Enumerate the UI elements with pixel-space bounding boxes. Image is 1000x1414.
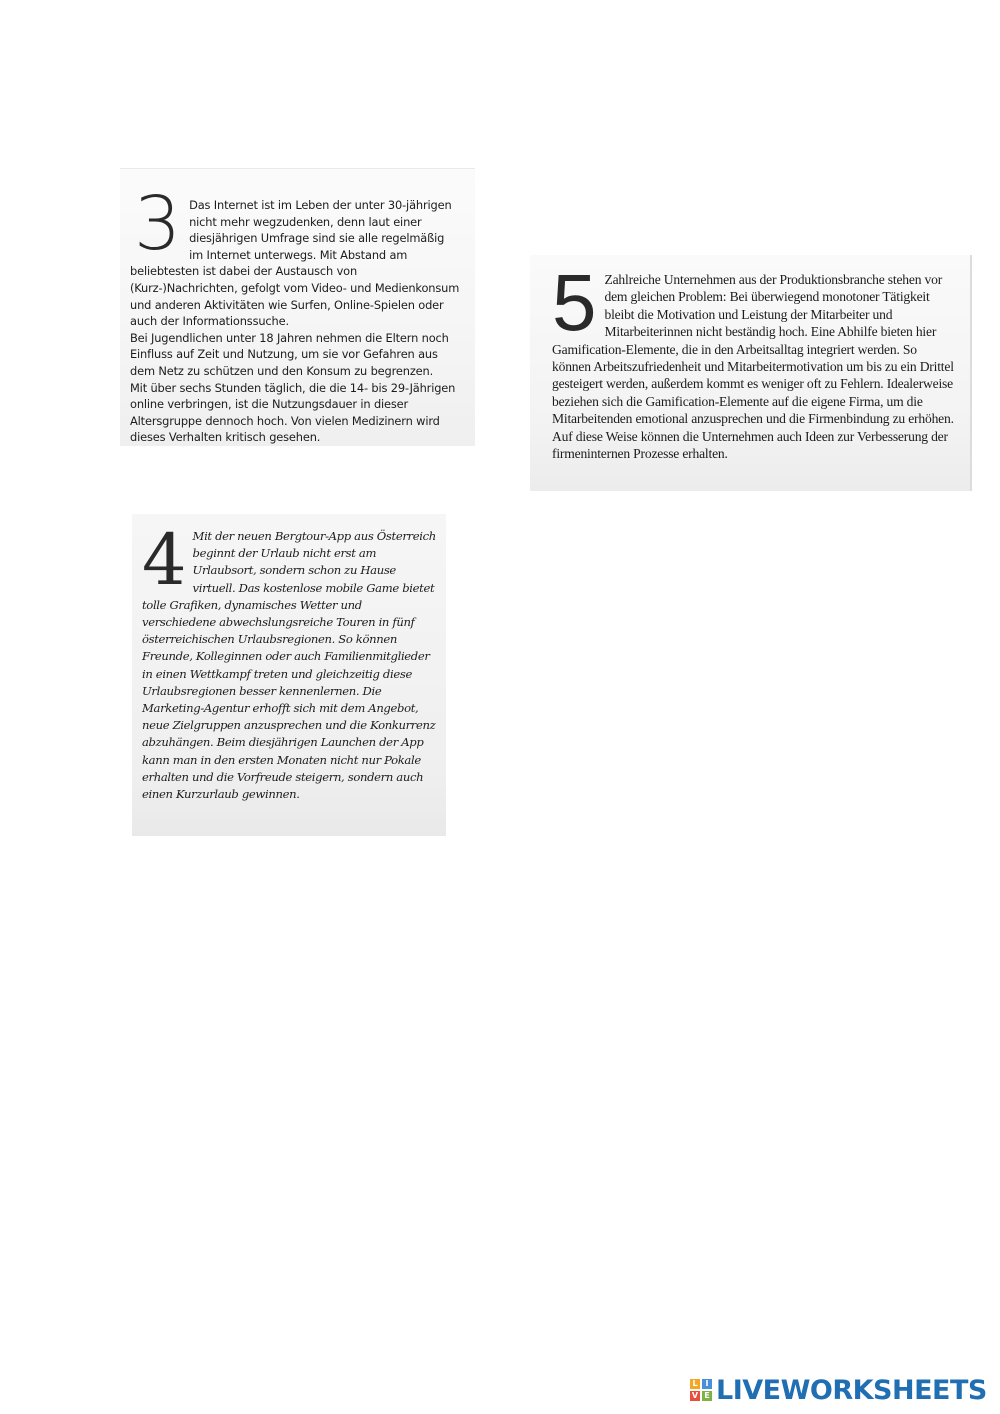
logo-mark-letter: V	[691, 1391, 699, 1400]
logo-mark-letter: I	[702, 1379, 712, 1389]
logo-mark-letter: L	[690, 1379, 700, 1389]
logo-text: LIVEWORKSHEETS	[716, 1374, 987, 1406]
number-5-dropcap: 5	[552, 258, 597, 347]
article-clipping-4	[132, 514, 446, 836]
article-5-paragraph: Zahlreiche Unternehmen aus der Produktionsbranche stehen vor dem gleichen Problem: Bei überwiegend monotoner Tätigkeit bleibt die Motivation und Leistung der Mitarbeiter und Mitarbeiterinnen nicht beständig hoch. Eine Abhilfe bieten hier Gamification-Elemente, die in den Arbeitsalltag integriert werden. So können Arbeitszufriedenheit und Mitarbeitermotivation um bis zu ein Drittel gesteigert werden, außerdem kommt es weniger oft zu Fehlern. Idealerweise beziehen sich die Gamification-Elemente auf die eigene Firma, um die Mitarbeitenden emotional anzusprechen und die Firmenbindung zu erhöhen. Auf diese Weise können die Unternehmen auch Ideen zur Verbesserung der firmeninternen Prozesse erhalten.	[552, 272, 954, 462]
article-3-paragraph-3: Mit über sechs Stunden täglich, die die 14- bis 29-Jährigen online verbringen, ist die Nutzungsdauer in dieser Altersgruppe dennoch hoch. Von vielen Medizinern wird dieses Verhalten kritisch gesehen.	[130, 380, 456, 445]
number-3-dropcap: 3	[134, 181, 182, 267]
logo-mark-letter: E	[702, 1391, 712, 1401]
liveworksheets-logo	[690, 1372, 987, 1408]
article-3-paragraph-1: Das Internet ist im Leben der unter 30-jährigen nicht mehr wegzudenken, denn laut einer diesjährigen Umfrage sind sie alle regelmäßig im Internet unterwegs. Mit Abstand am beliebtesten ist dabei der Austausch von (Kurz-)Nachrichten, gefolgt vom Video- und Medienkonsum und anderen Aktivitäten wie Surfen, Online-Spielen oder auch der Informationssuche.	[130, 198, 460, 329]
article-4-paragraph: Mit der neuen Bergtour-App aus Österreich beginnt der Urlaub nicht erst am Urlaubsort, sondern schon zu Hause virtuell. Das kostenlose mobile Game bietet tolle Grafiken, dynamisches Wetter und verschiedene abwechslungsreiche Touren in fünf österreichischen Urlaubsregionen. So können Freunde, Kolleginnen oder auch Familienmitglieder in einen Wettkampf treten und gleichzeitig diese Urlaubsregionen besser kennenlernen. Die Marketing-Agentur erhofft sich mit dem Angebot, neue Zielgruppen anzusprechen und die Konkurrenz abzuhängen. Beim diesjährigen Launchen der App kann man in den ersten Monaten nicht nur Pokale erhalten und die Vorfreude steigern, sondern auch einen Kurzurlaub gewinnen.	[142, 529, 436, 802]
article-clipping-5	[530, 255, 972, 491]
article-clipping-3	[120, 168, 475, 446]
article-3-paragraph-2: Bei Jugendlichen unter 18 Jahren nehmen die Eltern noch Einfluss auf Zeit und Nutzung, um sie vor Gefahren aus dem Netz zu schützen und den Konsum zu begrenzen.	[130, 330, 449, 378]
number-4-dropcap: 4	[142, 519, 187, 601]
logo-mark-icon	[690, 1379, 712, 1401]
